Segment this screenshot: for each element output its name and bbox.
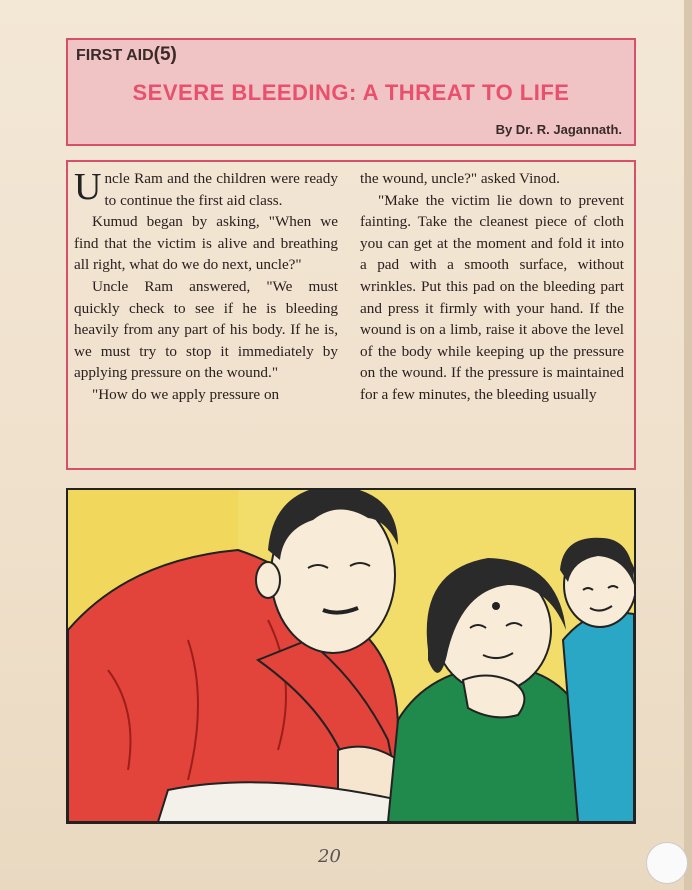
paragraph: "How do we apply pressure on: [92, 385, 280, 403]
series-name: FIRST AID: [76, 47, 154, 64]
paragraph: the wound, uncle?" asked Vinod.: [360, 170, 560, 187]
paragraph: "Make the victim lie down to prevent fainting. Take the cleanest piece of cloth you can get at the moment and fold it into a pad with a smooth surface, without wrinkles. Put this pad on the bleeding part and press it firmly with your hand. If the wound is on a limb, raise it above the level of the body while keeping up the pressure on the wound. If the pressure is maintained for a few minutes, the bleeding usually: [360, 191, 624, 403]
text-column-1: [74, 168, 338, 406]
text-column-2: [360, 168, 624, 406]
paragraph-text: ncle Ram and the children were ready to continue the first aid class.: [104, 170, 338, 209]
paragraph: [74, 168, 338, 211]
series-label: [76, 44, 177, 66]
article-header: [66, 38, 636, 146]
series-number: (5): [153, 44, 177, 65]
drop-cap: U: [74, 166, 102, 208]
library-stamp: [646, 842, 688, 884]
article-body: [66, 160, 636, 470]
illustration: [66, 488, 636, 824]
paragraph: Kumud began by asking, "When we find that the victim is alive and breathing all right, what do we do next, uncle?": [74, 213, 338, 274]
byline: By Dr. R. Jagannath.: [495, 122, 622, 137]
paragraph: Uncle Ram answered, "We must quickly check to see if he is bleeding heavily from any part of his body. If he is, we must try to stop it immediately by applying pressure on the wound.": [74, 277, 338, 382]
page-edge: [684, 0, 692, 890]
article-title: SEVERE BLEEDING: A THREAT TO LIFE: [132, 80, 570, 105]
illustration-artwork: [68, 490, 634, 822]
page-number: 20: [318, 846, 341, 867]
